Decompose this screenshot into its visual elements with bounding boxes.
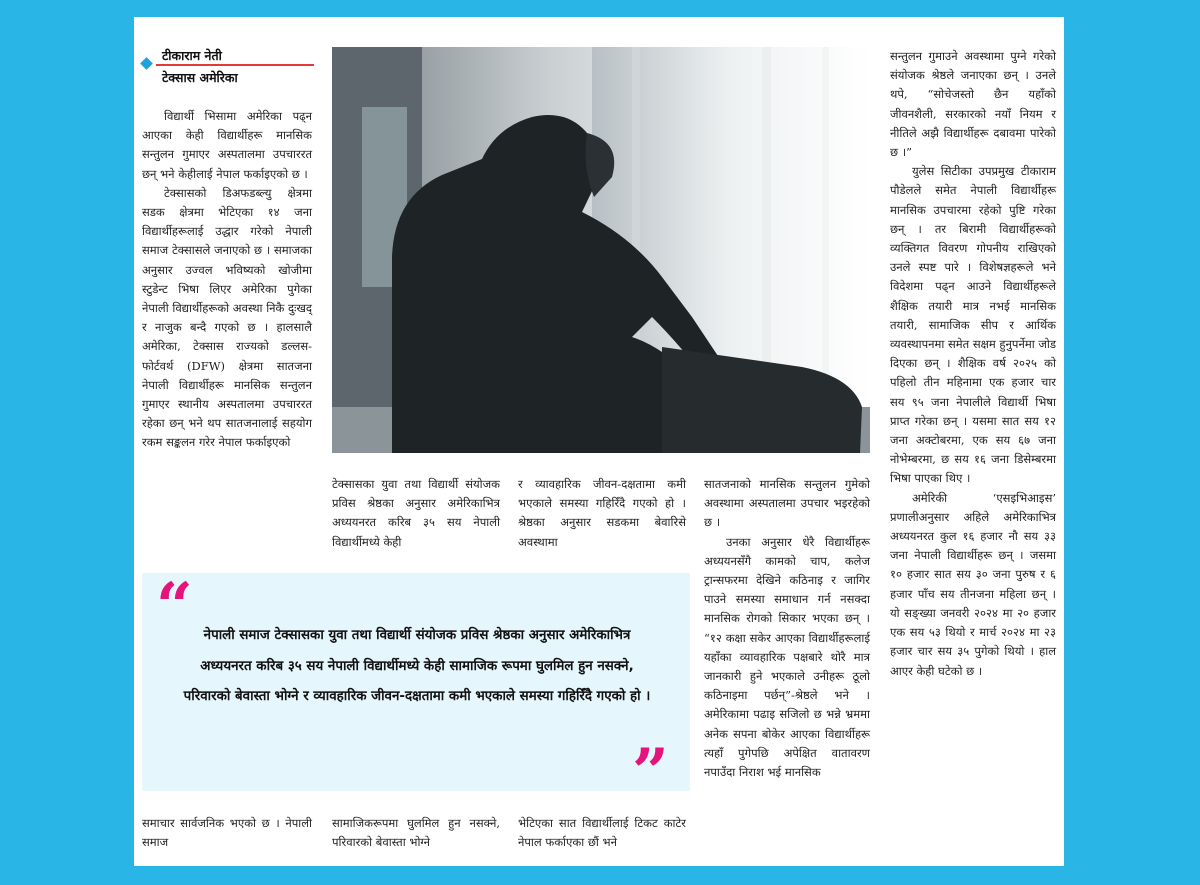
- pull-quote-text: नेपाली समाज टेक्सासका युवा तथा विद्यार्थी संयोजक प्रविस श्रेष्ठका अनुसार अमेरिकाभित्र अध्ययनरत करिब ३५ सय नेपाली विद्यार्थीमध्ये केही सामाजिक रूपमा घुलमिल हुन नसक्ने, परिवारको बेवास्ता भोग्ने र व्यावहारिक जीवन-दक्षतामा कमी भएकाले समस्या गहिरिँदै गएको हो ।: [183, 628, 651, 704]
- column-5: [890, 47, 1056, 681]
- column-2-bottom-text: सामाजिकरूपमा घुलमिल हुन नसक्ने, परिवारको बेवास्ता भोग्ने: [332, 816, 500, 850]
- column-2-bottom: [332, 814, 500, 852]
- author-location: टेक्सास अमेरिका: [162, 70, 238, 85]
- sad-man-illustration: [332, 47, 870, 453]
- column-5-paragraph-3: अमेरिकी ‘एसइभिआइस’ प्रणालीअनुसार अहिले अमेरिकाभित्र अध्ययनरत कुल १६ हजार नौ सय ३३ जना नेपाली विद्यार्थीहरू छन् । जसमा १० हजार सात सय ३० जना पुरुष र ६ हजार पाँच सय तीनजना महिला छन् । यो सङ्ख्या जनवरी २०२४ मा २० हजार एक सय ५३ थियो र मार्च २०२४ मा २३ हजार चार सय ३५ पुगेको थियो । हाल आएर केही घटेको छ ।: [890, 490, 1056, 678]
- column-5-paragraph-2: युलेस सिटीका उपप्रमुख टीकाराम पौडेलले समेत नेपाली विद्यार्थीहरू मानसिक उपचारमा रहेको पुष्टि गरेका छन् । तर बिरामी विद्यार्थीहरूको व्यक्तिगत विवरण गोपनीय राखिएको उनले स्पष्ट पारे । विशेषज्ञहरूले भने विदेशमा पढ्न आउने विद्यार्थीहरूले शैक्षिक तयारी मात्र नभई मानसिक तयारी, सामाजिक सीप र आर्थिक व्यवस्थापनमा समेत सक्षम हुनुपर्नेमा जोड दिएका छन् । शैक्षिक वर्ष २०२५ को पहिलो तीन महिनामा एक हजार चार सय ९५ जना नेपालीले विद्यार्थी भिषा प्राप्त गरेका छन् । यसमा सात सय १२ जना अक्टोबरमा, एक सय ६७ जना नोभेम्बरमा, छ सय १६ जना डिसेम्बरमा भिषा पाएका थिए ।: [890, 164, 1056, 486]
- column-1-paragraph-1: विद्यार्थी भिसामा अमेरिका पढ्न आएका केही विद्यार्थीहरू मानसिक सन्तुलन गुमाएर अस्पतालमा उपचाररत छन् भने केहीलाई नेपाल फर्काइएको छ ।: [142, 109, 312, 181]
- article-photo: [332, 47, 870, 453]
- byline-rule: [156, 64, 314, 66]
- column-4: [704, 475, 870, 782]
- column-3-bottom: [518, 814, 686, 852]
- column-3-top-text: र व्यावहारिक जीवन-दक्षतामा कमी भएकाले समस्या गहिरिँदै गएको हो । श्रेष्ठका अनुसार सडकमा बेवारिसे अवस्थामा: [518, 477, 686, 549]
- column-4-paragraph-1: सातजनाको मानसिक सन्तुलन गुमेको अवस्थामा अस्पतालमा उपचार भइरहेको छ ।: [704, 477, 870, 530]
- column-1-paragraph-2: टेक्सासको डिअफडब्ल्यु क्षेत्रमा सडक क्षेत्रमा भेटिएका १४ जना विद्यार्थीहरूलाई उद्धार गरेको नेपाली समाज टेक्सासले जनाएको छ । समाजका अनुसार उज्वल भविष्यको खोजीमा स्टुडेन्ट भिषा लिएर अमेरिका पुगेका नेपाली विद्यार्थीहरूको अवस्था निकै दुःखद् र नाजुक बन्दै गएको छ । हालसालै अमेरिका, टेक्सास राज्यको डल्लस-फोर्टवर्थ (DFW) क्षेत्रमा सातजना नेपाली विद्यार्थीहरू मानसिक सन्तुलन गुमाएर स्थानीय अस्पतालमा उपचाररत रहेका छन् भने थप सातजनालाई सहयोग रकम सङ्कलन गरेर नेपाल फर्काइएको: [142, 185, 312, 450]
- pull-quote-box: [142, 569, 690, 810]
- column-3-top: [518, 475, 686, 552]
- column-3-bottom-text: भेटिएका सात विद्यार्थीलाई टिकट काटेर नेपाल फर्काएका छौं भने: [518, 816, 686, 850]
- diamond-bullet-icon: [140, 57, 153, 70]
- author-name: टीकाराम नेती: [162, 48, 222, 63]
- column-5-paragraph-1: सन्तुलन गुमाउने अवस्थामा पुग्ने गरेको संयोजक श्रेष्ठले जनाएका छन् । उनले थपे, “सोचेजस्तो छैन यहाँको जीवनशैली, सरकारको नयाँ नियम र नीतिले अझै विद्यार्थीहरू दबावमा पारेको छ ।”: [890, 49, 1056, 160]
- column-2-top: [332, 475, 500, 552]
- quote-open-mark: “: [156, 569, 193, 644]
- column-4-paragraph-2: उनका अनुसार धेरै विद्यार्थीहरू अध्ययनसँगै कामको चाप, कलेज ट्रान्सफरमा देखिने कठिनाइ र जागिर पाउने समस्या समाधान गर्न नसक्दा मानसिक रोगको सिकार भएका छन् । “१२ कक्षा सकेर आएका विद्यार्थीहरूलाई यहाँका व्यावहारिक पक्षबारे थोरै मात्र जानकारी हुने भएकाले उनीहरू ठूलो कठिनाइमा पर्छन्”-श्रेष्ठले भने । अमेरिकामा पढाइ सजिलो छ भन्ने भ्रममा अनेक सपना बोकेर आएका विद्यार्थीहरू त्यहाँ पुगेपछि अपेक्षित वातावरण नपाउँदा निराश भई मानसिक: [704, 534, 870, 780]
- column-1: [142, 107, 312, 453]
- magazine-page: [134, 17, 1064, 866]
- column-2-top-text: टेक्सासका युवा तथा विद्यार्थी संयोजक प्रविस श्रेष्ठका अनुसार अमेरिकाभित्र अध्ययनरत करिब ३५ सय नेपाली विद्यार्थीमध्ये केही: [332, 477, 500, 549]
- column-1-bottom-text: समाचार सार्वजनिक भएको छ । नेपाली समाज: [142, 816, 312, 850]
- column-1-bottom: [142, 814, 312, 852]
- quote-close-mark: ”: [632, 735, 669, 810]
